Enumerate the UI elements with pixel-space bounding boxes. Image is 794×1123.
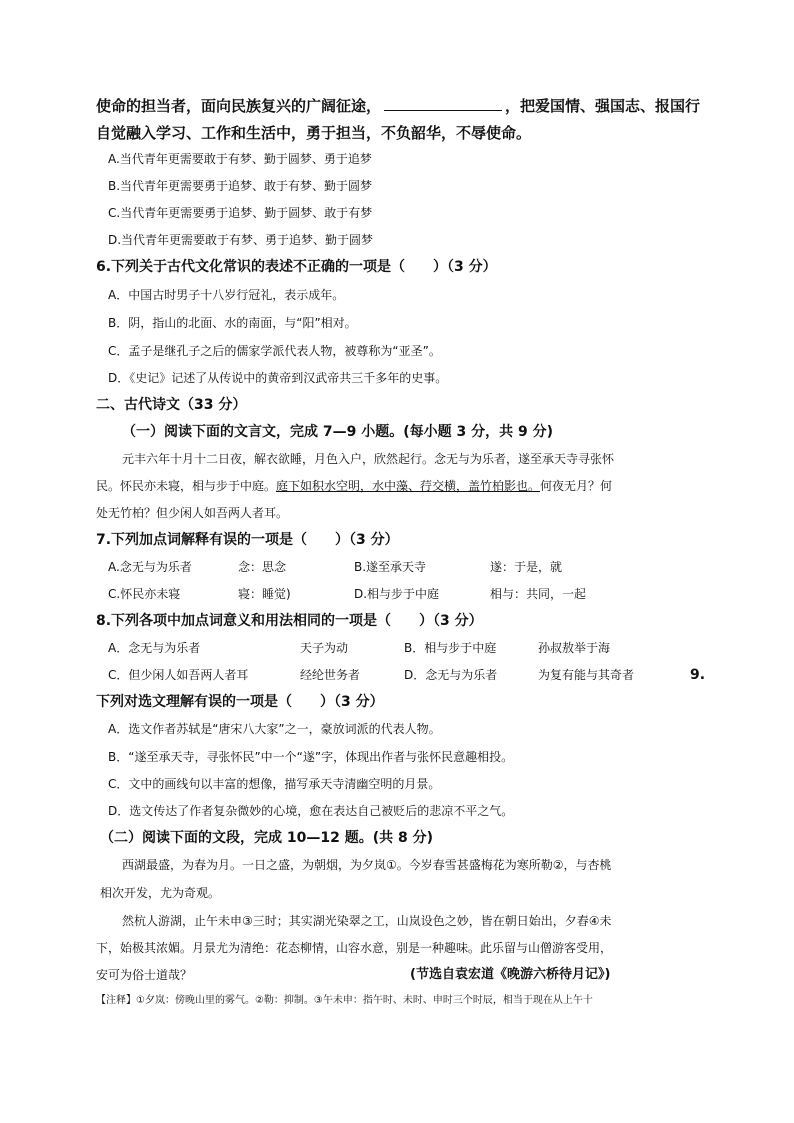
q6-option-b: B．阴，指山的北面、水的南面，与“阳”相对。 bbox=[108, 316, 357, 330]
q8-a-compare: 天子为动 bbox=[300, 641, 349, 655]
part-1-title: （一）阅读下面的文言文，完成 7—9 小题。(每小题 3 分，共 9 分) bbox=[122, 424, 554, 440]
q8-d-phrase: D．念无与为乐者 bbox=[404, 668, 498, 682]
source-citation: (节选自袁宏道《晚游六桥待月记》) bbox=[410, 967, 611, 982]
q7-b-gloss: 遂：于是，就 bbox=[490, 560, 563, 574]
q5-option-b: B.当代青年更需要勇于追梦、敢于有梦、勤于圆梦 bbox=[108, 179, 373, 193]
intro-line-2: 自觉融入学习、工作和生活中，勇于担当，不负韶华，不辱使命。 bbox=[96, 124, 532, 142]
q8-d-compare: 为复有能与其奇者 bbox=[538, 668, 635, 682]
part2-line-2: 相次开发，尤为奇观。 bbox=[100, 886, 221, 900]
q9-number: 9. bbox=[690, 667, 706, 683]
passage-text: 何夜无月？何 bbox=[540, 479, 613, 493]
q6-option-c: C．孟子是继孔子之后的儒家学派代表人物，被尊称为“亚圣”。 bbox=[108, 344, 441, 358]
passage-line-1: 元丰六年十月十二日夜，解衣欲睡，月色入户，欣然起行。念无与为乐者，遂至承天寺寻张怀 bbox=[122, 452, 615, 466]
intro-line-1 bbox=[96, 96, 700, 115]
q8-c-compare: 经纶世务者 bbox=[300, 668, 361, 682]
q7-b-phrase: B.遂至承天寺 bbox=[354, 560, 427, 574]
underlined-sentence: 庭下如积水空明，水中藻、荇交横，盖竹柏影也。 bbox=[276, 479, 541, 493]
answer-blank[interactable] bbox=[384, 96, 502, 111]
part2-line-5: 安可为俗士道哉？ bbox=[96, 968, 193, 982]
part2-line-3: 然杭人游湖，止午未申③三时；其实湖光染翠之工，山岚设色之妙，皆在朝日始出，夕舂④未 bbox=[122, 914, 612, 928]
q9-option-d: D．选文传达了作者复杂微妙的心境，愈在表达自己被贬后的悲凉不平之气。 bbox=[108, 804, 514, 818]
q8-a-phrase: A．念无与为乐者 bbox=[108, 641, 201, 655]
q8-b-compare: 孙叔敖举于海 bbox=[538, 641, 611, 655]
passage-text: 民。怀民亦未寝，相与步于中庭。 bbox=[96, 479, 277, 493]
part-2-title: （二）阅读下面的文段，完成 10—12 题。(共 8 分) bbox=[100, 830, 433, 846]
q6-stem: 6.下列关于古代文化常识的表述不正确的一项是（ ）（3 分） bbox=[96, 259, 497, 275]
q7-c-gloss: 寝：睡觉) bbox=[238, 587, 291, 601]
intro-text-a: 使命的担当者，面向民族复兴的广阔征途， bbox=[96, 97, 382, 115]
q9-option-c: C．文中的画线句以丰富的想像，描写承天寺清幽空明的月景。 bbox=[108, 777, 441, 791]
intro-text-b: ，把爱国情、强国志、报国行 bbox=[505, 97, 701, 115]
q8-stem: 8.下列各项中加点词意义和用法相同的一项是（ ）（3 分） bbox=[96, 613, 483, 629]
part2-line-1: 西湖最盛，为春为月。一日之盛，为朝烟，为夕岚①。今岁春雪甚盛梅花为寒所勒②，与杏桃 bbox=[122, 858, 612, 872]
q7-a-gloss: 念：思念 bbox=[238, 560, 287, 574]
q7-stem: 7.下列加点词解释有误的一项是（ ）（3 分） bbox=[96, 532, 399, 548]
annotation-note: 【注释】①夕岚：傍晚山里的雾气。②勒：抑制。③午未申：指午时、未时、申时三个时辰，相当于现在从上午十 bbox=[96, 995, 593, 1006]
section-2-title: 二、古代诗文（33 分） bbox=[96, 397, 247, 413]
q9-stem: 下列对选文理解有误的一项是（ ）（3 分） bbox=[96, 694, 384, 710]
part2-line-4: 下，始极其浓媚。月景尤为清绝：花态柳情，山容水意，别是一种趣味。此乐留与山僧游客受用， bbox=[96, 941, 613, 955]
q7-c-phrase: C.怀民亦未寝 bbox=[108, 587, 181, 601]
q5-option-a: A.当代青年更需要敢于有梦、勤于圆梦、勇于追梦 bbox=[108, 152, 372, 166]
q5-option-d: D.当代青年更需要敢于有梦、勇于追梦、勤于圆梦 bbox=[108, 233, 374, 247]
q6-option-d: D．《史记》记述了从传说中的黄帝到汉武帝共三千多年的史事。 bbox=[108, 371, 448, 385]
q7-d-gloss: 相与：共同，一起 bbox=[490, 587, 587, 601]
q8-b-phrase: B．相与步于中庭 bbox=[404, 641, 497, 655]
q8-c-phrase: C．但少闲人如吾两人者耳 bbox=[108, 668, 249, 682]
q7-d-phrase: D.相与步于中庭 bbox=[354, 587, 440, 601]
q9-option-a: A．选文作者苏轼是“唐宋八大家”之一，豪放词派的代表人物。 bbox=[108, 722, 441, 736]
q5-option-c: C.当代青年更需要勇于追梦、勤于圆梦、敢于有梦 bbox=[108, 206, 373, 220]
q9-option-b: B．“遂至承天寺，寻张怀民”中一个“遂”字，体现出作者与张怀民意趣相投。 bbox=[108, 750, 514, 764]
passage-line-3: 处无竹柏？但少闲人如吾两人者耳。 bbox=[96, 506, 289, 520]
passage-line-2 bbox=[96, 479, 612, 493]
q7-a-phrase: A.念无与为乐者 bbox=[108, 560, 192, 574]
q6-option-a: A．中国古时男子十八岁行冠礼，表示成年。 bbox=[108, 288, 345, 302]
